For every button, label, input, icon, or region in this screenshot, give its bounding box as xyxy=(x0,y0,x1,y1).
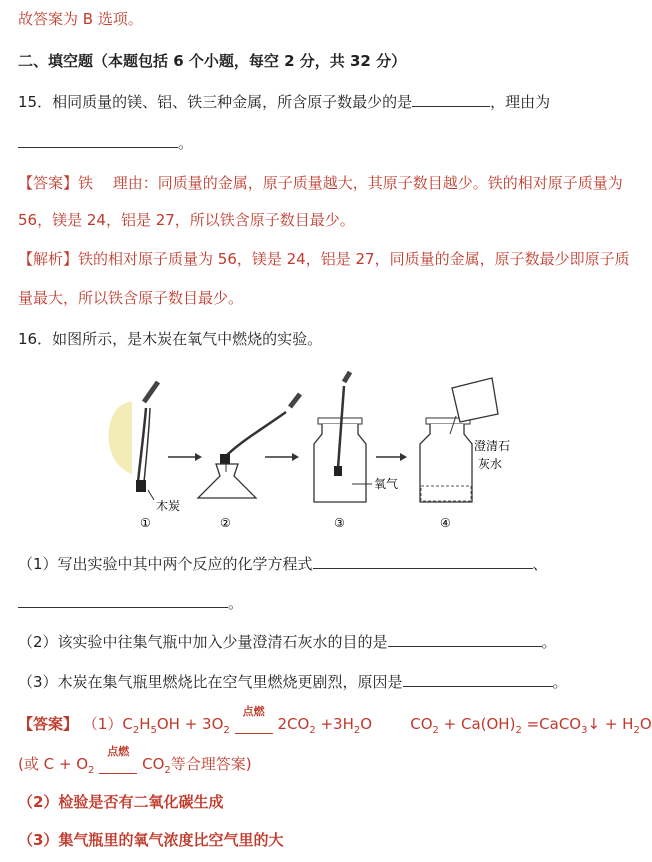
punctuation: 、 xyxy=(532,555,548,573)
answer-blank[interactable] xyxy=(18,607,228,608)
equation-text: O xyxy=(360,715,373,733)
question-number: 15． xyxy=(18,93,53,111)
step-2-label: ② xyxy=(220,516,231,530)
equation-text: CO xyxy=(142,755,165,773)
equation-text: =CaCO xyxy=(521,715,582,733)
answer-text: 铁 理由：同质量的金属，原子质量越大，其原子数目越少。铁的相对原子质量为 xyxy=(78,174,623,192)
q16-sub1-line2 xyxy=(18,592,243,613)
question-text: （3）木炭在集气瓶里燃烧比在空气里燃烧更剧烈，原因是 xyxy=(18,673,403,691)
equation-text: O xyxy=(639,715,652,733)
q16-answer-alt: (或 $C + O_2$ 点燃 $CO_2$等合理答案) xyxy=(18,745,252,776)
answer-blank[interactable] xyxy=(388,646,542,647)
alcohol-lamp-shape xyxy=(198,464,256,498)
condition-label: 点燃 xyxy=(242,705,265,718)
step-1-label: ① xyxy=(140,516,151,530)
q16-sub2 xyxy=(18,631,557,652)
previous-answer: 故答案为 B 选项。 xyxy=(18,10,143,28)
experiment-figure xyxy=(100,372,540,532)
jar-lid-shape xyxy=(318,418,362,424)
q16-answer-3: （3）集气瓶里的氧气浓度比空气里的大 xyxy=(18,831,284,849)
punctuation: 。 xyxy=(228,594,244,612)
q16-sub1-line1 xyxy=(18,553,548,574)
hand-shape xyxy=(290,394,300,407)
q15-answer-line2: 56，镁是 24，铝是 27，所以铁含原子数目最少。 xyxy=(18,211,355,229)
equation-text: 等合理答案) xyxy=(170,755,252,773)
equation-text: +3H xyxy=(315,715,354,733)
question-text: ，理由为 xyxy=(490,93,551,111)
step-4-label: ④ xyxy=(440,516,451,530)
section-heading: 二、填空题（本题包括 6 个小题，每空 2 分，共 32 分） xyxy=(18,52,407,70)
answer-tag: 【答案】 xyxy=(18,174,79,192)
question-text: 相同质量的镁、铝、铁三种金属，所含原子数最少的是 xyxy=(52,93,413,111)
equation-text: ↓ + H xyxy=(587,715,634,733)
label-limewater: 澄清石 xyxy=(474,439,511,453)
beaker-shape xyxy=(452,378,498,422)
step-3-label: ③ xyxy=(334,516,345,530)
punctuation: 。 xyxy=(541,633,557,651)
answer-blank[interactable] xyxy=(412,106,490,107)
equation-text: （1）C xyxy=(82,715,133,733)
hand-shape xyxy=(144,382,158,402)
condition-label: 点燃 xyxy=(107,745,130,758)
question-16 xyxy=(18,328,322,349)
equation-text: + Ca(OH) xyxy=(438,715,516,733)
label-limewater: 灰水 xyxy=(478,457,503,471)
analysis-tag: 【解析】 xyxy=(18,250,79,268)
analysis-text: 铁的相对原子质量为 56，镁是 24，铝是 27，同质量的金属，原子数最少即原子质 xyxy=(78,250,630,268)
q16-answer-line1: 【答案】 $(1)C_2H_5OH + 3O_2$ 点燃 $2CO_2 +3H_2O$ $CO_2 + Ca(OH)_2$ =CaCO$_3$↓ + $H_2O$ xyxy=(18,705,652,736)
equation-text: OH + 3O xyxy=(156,715,224,733)
question-text: 如图所示，是木炭在氧气中燃烧的实验。 xyxy=(52,330,323,348)
equation-text: H xyxy=(139,715,151,733)
punctuation: 。 xyxy=(552,673,568,691)
tongs-shape xyxy=(226,412,286,456)
q16-answer-2: （2）检验是否有二氧化碳生成 xyxy=(18,793,224,811)
question-15-line1 xyxy=(18,91,550,112)
label-oxygen: 氧气 xyxy=(374,477,399,491)
label-charcoal: 木炭 xyxy=(156,499,181,513)
lamp-flame-shape xyxy=(108,402,132,474)
q15-answer-line1 xyxy=(18,172,623,193)
hand-shape xyxy=(344,372,350,382)
q15-analysis-line2: 量最大，所以铁含原子数目最少。 xyxy=(18,289,244,307)
limewater-level-shape xyxy=(421,486,471,501)
answer-blank[interactable] xyxy=(403,686,553,687)
question-15-line2 xyxy=(18,132,193,153)
equation-text: 2CO xyxy=(277,715,310,733)
reaction-condition xyxy=(99,745,137,774)
reaction-condition xyxy=(235,705,273,734)
charcoal-shape xyxy=(220,454,230,464)
charcoal-shape xyxy=(136,480,146,492)
equation-text: (或 C + O xyxy=(18,755,89,773)
question-text: （1）写出实验中其中两个反应的化学方程式 xyxy=(18,555,313,573)
answer-blank[interactable] xyxy=(313,568,533,569)
punctuation: 。 xyxy=(178,134,194,152)
question-text: （2）该实验中往集气瓶中加入少量澄清石灰水的目的是 xyxy=(18,633,388,651)
answer-tag: 【答案】 xyxy=(18,715,79,733)
answer-blank[interactable] xyxy=(18,147,178,148)
q16-sub3 xyxy=(18,671,568,692)
q15-analysis-line1 xyxy=(18,248,630,269)
question-number: 16． xyxy=(18,330,53,348)
equation-text: CO xyxy=(410,715,433,733)
charcoal-shape xyxy=(334,466,342,476)
